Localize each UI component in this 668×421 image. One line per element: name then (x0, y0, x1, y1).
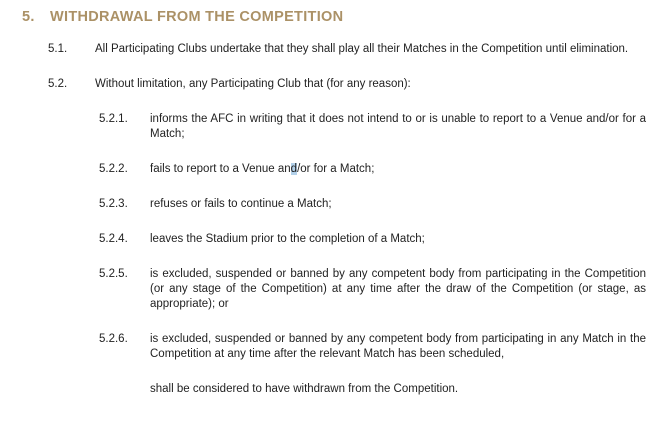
clause-text-segment: is excluded, suspended or banned by any competent body from participating in any Match in the Competition at any time after the relevant Match has been scheduled, (150, 333, 646, 360)
clause-number: 5.2.3. (99, 198, 128, 210)
clause-number: 5.2. (48, 78, 68, 90)
clause-row (99, 332, 668, 362)
clause-text-segment: is excluded, suspended or banned by any competent body from participating in the Competition (or any stage of the Competition) at any time after the draw of the Competition (or stage, as appropriate); or (150, 268, 646, 310)
section-heading (22, 9, 668, 25)
clause-text (95, 42, 646, 57)
clause-text-segment: Without limitation, any Participating Club that (for any reason): (95, 78, 411, 90)
clause-text (150, 112, 646, 142)
clause-text-segment: All Participating Clubs undertake that they shall play all their Matches in the Competition until elimination. (95, 43, 629, 55)
clause-text (95, 77, 646, 92)
clause-text-segment: informs the AFC in writing that it does not intend to or is unable to report to a Venue and/or for a Match; (150, 113, 646, 140)
clause-number: 5.2.1. (99, 113, 128, 125)
clause-row (48, 77, 668, 92)
clause-row (48, 42, 668, 57)
selected-text: d (290, 163, 298, 175)
clause-number: 5.2.5. (99, 268, 128, 280)
clause-number: 5.1. (48, 43, 68, 55)
clause-text-segment: /or for a Match; (297, 163, 375, 175)
clause-text-segment: fails to report to a Venue an (150, 163, 291, 175)
clause-number: 5.2.6. (99, 333, 128, 345)
clause-text (150, 332, 646, 362)
clause-row (99, 267, 668, 312)
clause-row (99, 197, 668, 212)
clause-text (150, 267, 646, 312)
clause-row (99, 112, 668, 142)
clause-text (150, 162, 646, 177)
clause-number: 5.2.4. (99, 233, 128, 245)
clause-text (150, 197, 646, 212)
clause-text-segment: refuses or fails to continue a Match; (150, 198, 332, 210)
clause-number: 5.2.2. (99, 163, 128, 175)
section-number: 5. (22, 9, 35, 25)
clause-text-segment: leaves the Stadium prior to the completion of a Match; (150, 233, 425, 245)
clause-text (150, 232, 646, 247)
clause-row (99, 232, 668, 247)
clause-list (0, 42, 668, 362)
section-title: WITHDRAWAL FROM THE COMPETITION (50, 9, 344, 25)
clause-row (99, 162, 668, 177)
closing-paragraph: shall be considered to have withdrawn from the Competition. (150, 383, 459, 395)
